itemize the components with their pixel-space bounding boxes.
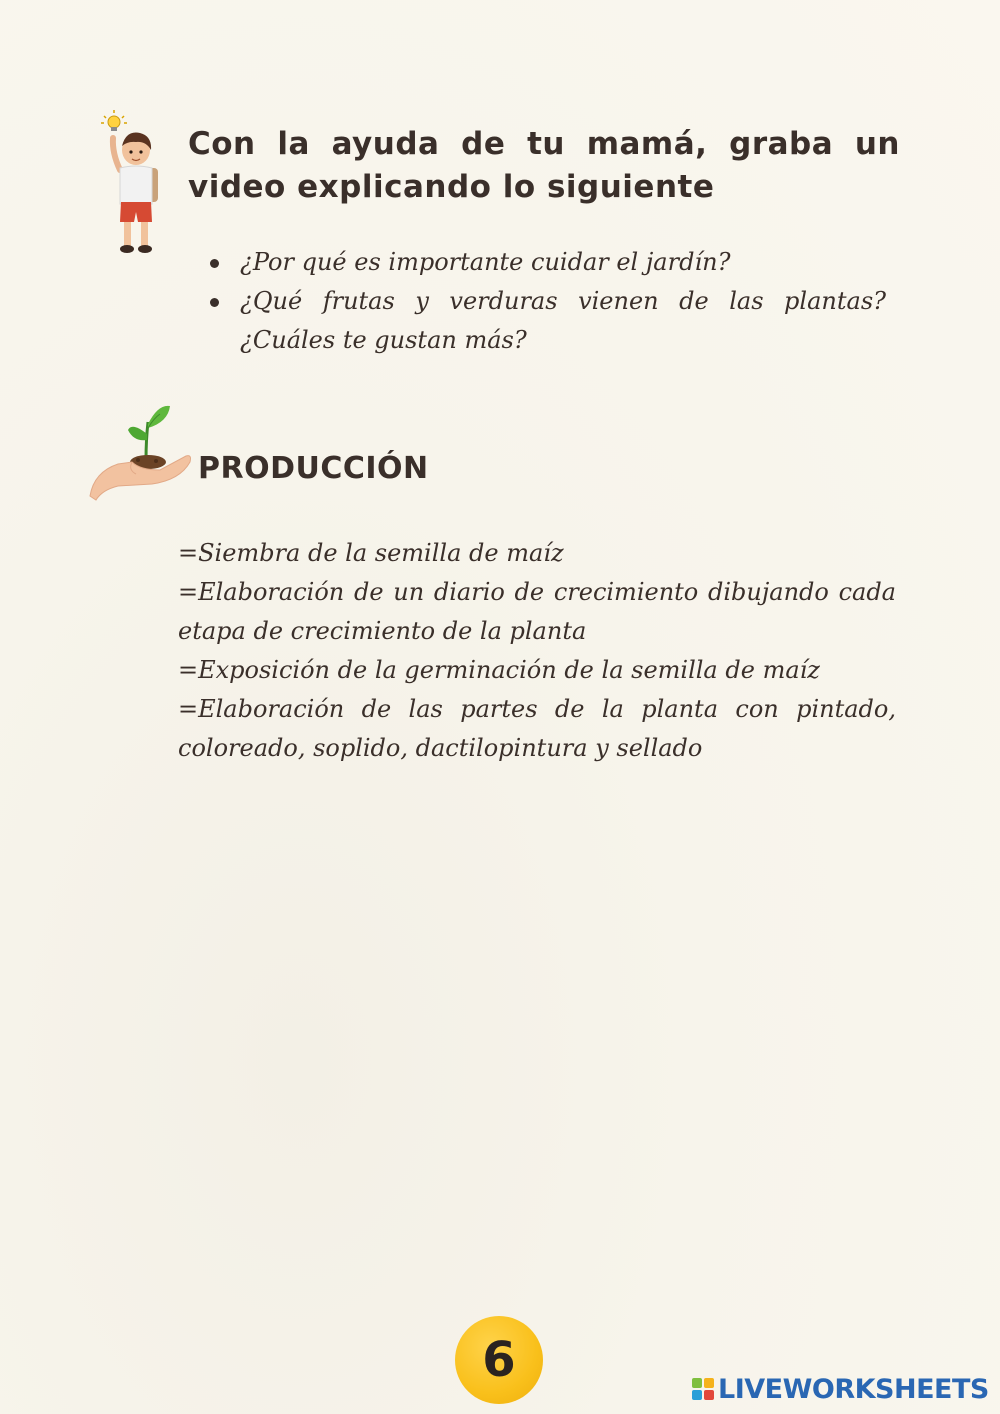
task-title: Con la ayuda de tu mamá, graba un video explicando lo siguiente xyxy=(188,126,900,205)
question-text: ¿Por qué es importante cuidar el jardín? xyxy=(240,248,731,276)
list-item xyxy=(210,282,886,360)
liveworksheets-logo xyxy=(692,1374,989,1404)
question-text: ¿Qué frutas y verduras vienen de las plantas? ¿Cuáles te gustan más? xyxy=(240,287,886,354)
boy-with-lightbulb-icon xyxy=(96,108,166,258)
production-title: PRODUCCIÓN xyxy=(198,451,429,486)
logo-text: LIVEWORKSHEETS xyxy=(718,1373,989,1405)
production-item: =Elaboración de las partes de la planta con pintado, coloreado, soplido, dactilopintura y sellado xyxy=(178,695,896,762)
list-item xyxy=(210,243,886,282)
page-number: 6 xyxy=(455,1316,543,1404)
hand-holding-sprout-icon xyxy=(88,400,194,502)
production-item: =Siembra de la semilla de maíz xyxy=(178,539,564,567)
production-item: =Elaboración de un diario de crecimiento dibujando cada etapa de crecimiento de la planta xyxy=(178,578,896,645)
production-list xyxy=(178,534,896,768)
bullet-icon xyxy=(210,298,219,307)
bullet-icon xyxy=(210,259,219,268)
production-item: =Exposición de la germinación de la semilla de maíz xyxy=(178,656,820,684)
question-list xyxy=(210,243,886,360)
lightbulb-icon xyxy=(101,110,127,131)
liveworksheets-logo-icon xyxy=(692,1378,714,1400)
